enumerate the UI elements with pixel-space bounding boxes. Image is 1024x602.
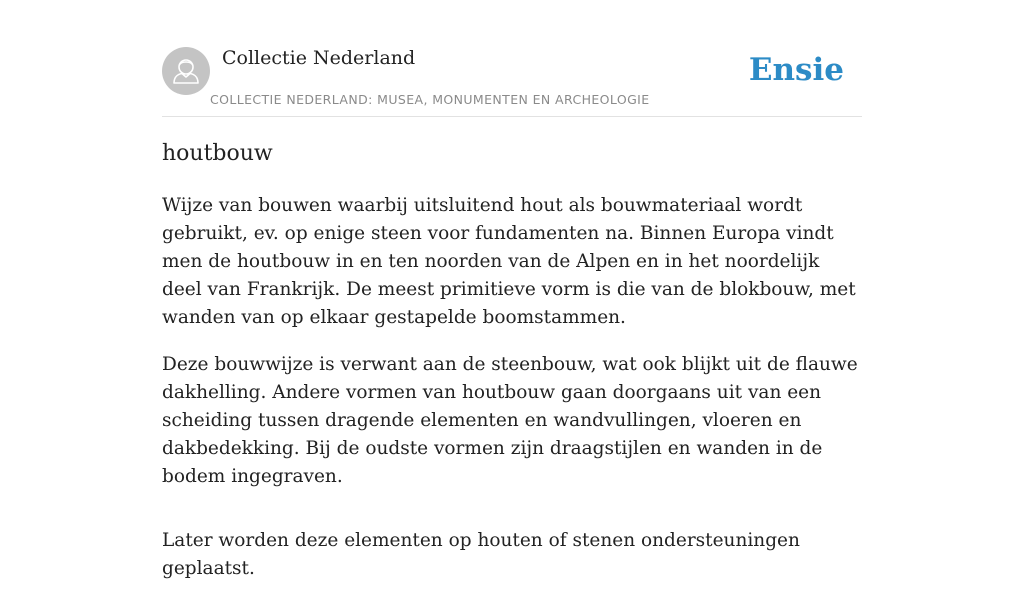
ensie-logo[interactable]: Ensie [748,52,844,88]
header [162,46,862,117]
article-paragraph-1: Wijze van bouwen waarbij uitsluitend hout als bouwmateriaal wordt gebruikt, ev. op enige steen voor fundamenten na. Binnen Europa vindt men de houtbouw in en ten noorden van de Alpen en in het noordelijk deel van Frankrijk. De meest primitieve vorm is die van de blokbouw, met wanden van op elkaar gestapelde boomstammen. [162,195,856,328]
article-body [162,192,862,602]
author-avatar[interactable] [162,47,210,95]
author-name[interactable]: Collectie Nederland [222,47,416,69]
user-silhouette-icon [162,47,210,95]
article-paragraph-2: Deze bouwwijze is verwant aan de steenbouw, wat ook blijkt uit de flauwe dakhelling. Andere vormen van houtbouw gaan doorgaans uit van een scheiding tussen dragende elementen en wandvullingen, vloeren en dakbedekking. Bij de oudste vormen zijn draagstijlen en wanden in de bodem ingegraven. [162,354,858,487]
article-paragraph-3: Later worden deze elementen op houten of stenen ondersteuningen geplaatst. [162,530,800,579]
article-title: houtbouw [162,141,273,166]
source-label[interactable]: COLLECTIE NEDERLAND: MUSEA, MONUMENTEN EN ARCHEOLOGIE [210,92,650,107]
